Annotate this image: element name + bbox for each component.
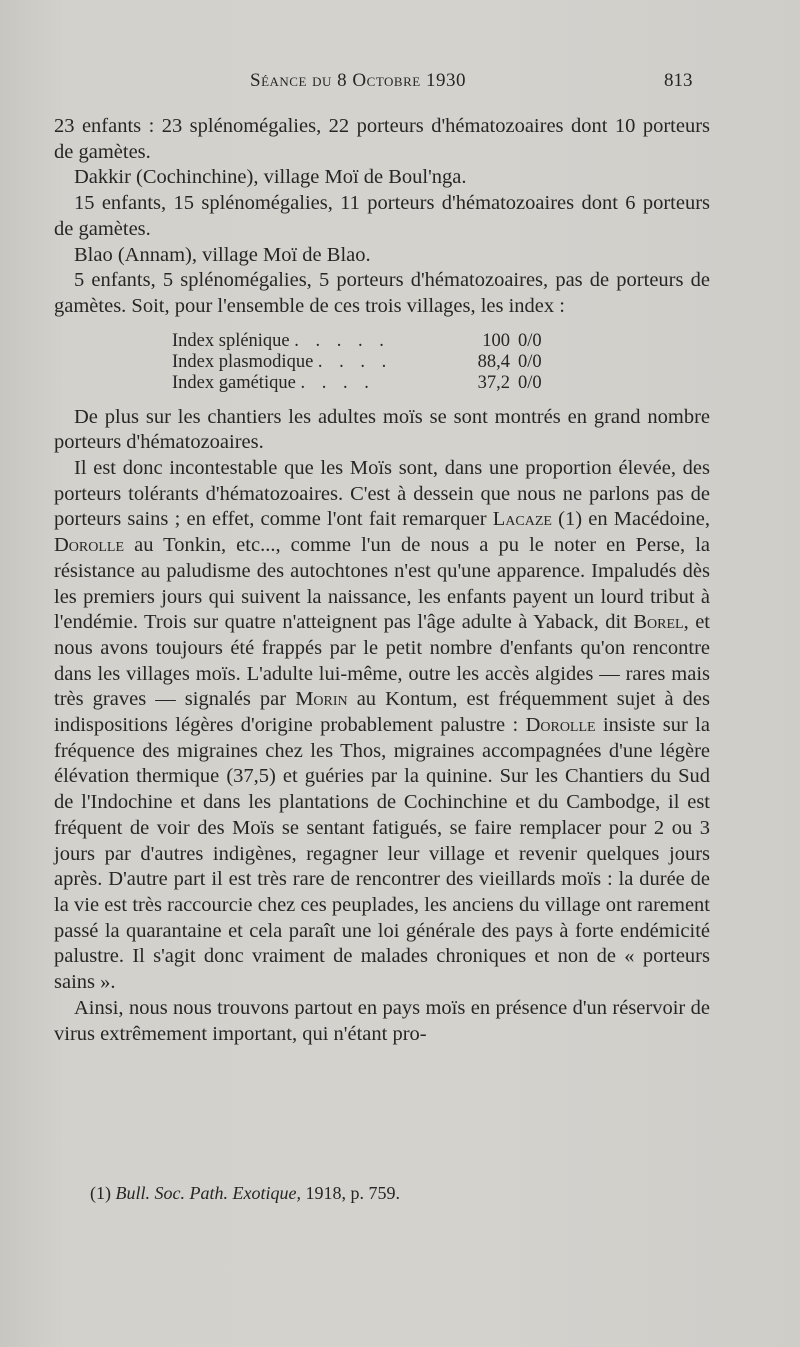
index-value: 88,4 xyxy=(477,351,510,372)
text-run: Il est donc incontestable que les Moïs sont, dans une proportion élevée, des porteurs tolérants d'hématozoaires. C'est à dessein que nous ne parlons pas de porteurs sains ; en effet, comme l'ont fait remarquer xyxy=(54,457,710,531)
index-label: Index splénique xyxy=(172,330,290,351)
index-row xyxy=(172,373,542,394)
paragraph-1: 23 enfants : 23 splénomégalies, 22 porteurs d'hématozoaires dont 10 porteurs de gamètes. xyxy=(54,115,710,163)
paragraph-5: 5 enfants, 5 splénomégalies, 5 porteurs d'hématozoaires, pas de porteurs de gamètes. Soit, pour l'ensemble de ces trois villages, les index : xyxy=(54,269,710,317)
leader-dots: . . . . xyxy=(317,351,393,372)
paragraph-3: 15 enfants, 15 splénomégalies, 11 porteurs d'hématozoaires dont 6 porteurs de gamètes. xyxy=(54,192,710,240)
paragraph-2: Dakkir (Cochinchine), village Moï de Boul'nga. xyxy=(74,166,467,189)
index-label: Index gamétique xyxy=(172,372,296,393)
author-name-dorolle: Dorolle xyxy=(525,714,596,737)
author-name-morin: Morin xyxy=(295,688,348,711)
index-unit: 0/0 xyxy=(518,372,542,393)
author-name-dorolle: Dorolle xyxy=(54,534,125,557)
text-run: au Tonkin, etc..., comme l'un de nous a pu le noter en Perse, la résistance au paludisme des autochtones n'est qu'une apparence. Impaludés dès les premiers jours qui suivent la naissance, les enfants payent un lourd tribut à l'endémie. Trois sur quatre n'atteignent pas l'âge adulte à Yaback, dit xyxy=(54,534,710,634)
index-value: 37,2 xyxy=(477,372,510,393)
author-name-lacaze: Lacaze xyxy=(492,508,552,531)
text-run: (1) en Macédoine, xyxy=(551,508,710,531)
page-number: 813 xyxy=(664,70,693,91)
author-name-borel: Borel xyxy=(633,611,684,634)
running-header xyxy=(0,70,800,96)
index-row xyxy=(172,352,542,373)
paragraph-4: Blao (Annam), village Moï de Blao. xyxy=(74,243,371,266)
body-text xyxy=(54,114,710,1047)
text-run: au Kontum, est fréquemment sujet à des indispositions légères d'origine probablement palustre : xyxy=(54,688,711,737)
footnote-marker: (1) xyxy=(90,1183,111,1203)
paragraph-6: De plus sur les chantiers les adultes moïs se sont montrés en grand nombre porteurs d'hématozoaires. xyxy=(54,405,710,454)
leader-dots: . . . . . xyxy=(294,330,390,351)
leader-dots: . . . . xyxy=(300,372,375,393)
paragraph-7 xyxy=(54,456,710,996)
index-label: Index plasmodique xyxy=(172,351,314,372)
index-unit: 0/0 xyxy=(518,351,542,372)
index-row xyxy=(172,331,542,352)
text-run: insiste sur la fréquence des migraines chez les Thos, migraines accompagnées d'une légère élévation thermique (37,5) et guéries par la quinine. Sur les Chantiers du Sud de l'Indochine et dans les plantations de Cochinchine et du Cambodge, il est fréquent de voir des Moïs se sentant fatigués, se faire remplacer pour 2 ou 3 jours par d'autres indigènes, regagner leur village et revenir quelques jours après. D'autre part il est très rare de rencontrer des vieillards moïs : la durée de la vie est très raccourcie chez ces peuplades, les anciens du village ont rarement passé la quarantaine et cela paraît une loi générale des pays à forte endémicité palustre. Il s'agit donc vraiment de malades chroniques et non de « porteurs sains ». xyxy=(54,714,710,994)
footnote-journal: Bull. Soc. Path. Exotique, xyxy=(115,1183,301,1203)
index-value: 100 xyxy=(482,330,510,351)
running-title: Séance du 8 Octobre 1930 xyxy=(250,70,466,91)
text-run: , et nous avons toujours été frappés par le petit nombre d'enfants qu'on rencontre dans les villages moïs. L'adulte lui-même, outre les accès algides — rares mais très graves — signalés par xyxy=(54,611,710,711)
index-table xyxy=(172,331,542,394)
index-unit: 0/0 xyxy=(518,330,542,351)
footnote-details: 1918, p. 759. xyxy=(305,1183,400,1203)
footnote xyxy=(90,1183,400,1204)
paragraph-8: Ainsi, nous nous trouvons partout en pays moïs en présence d'un réservoir de virus extrêmement important, qui n'étant pro- xyxy=(54,996,710,1045)
